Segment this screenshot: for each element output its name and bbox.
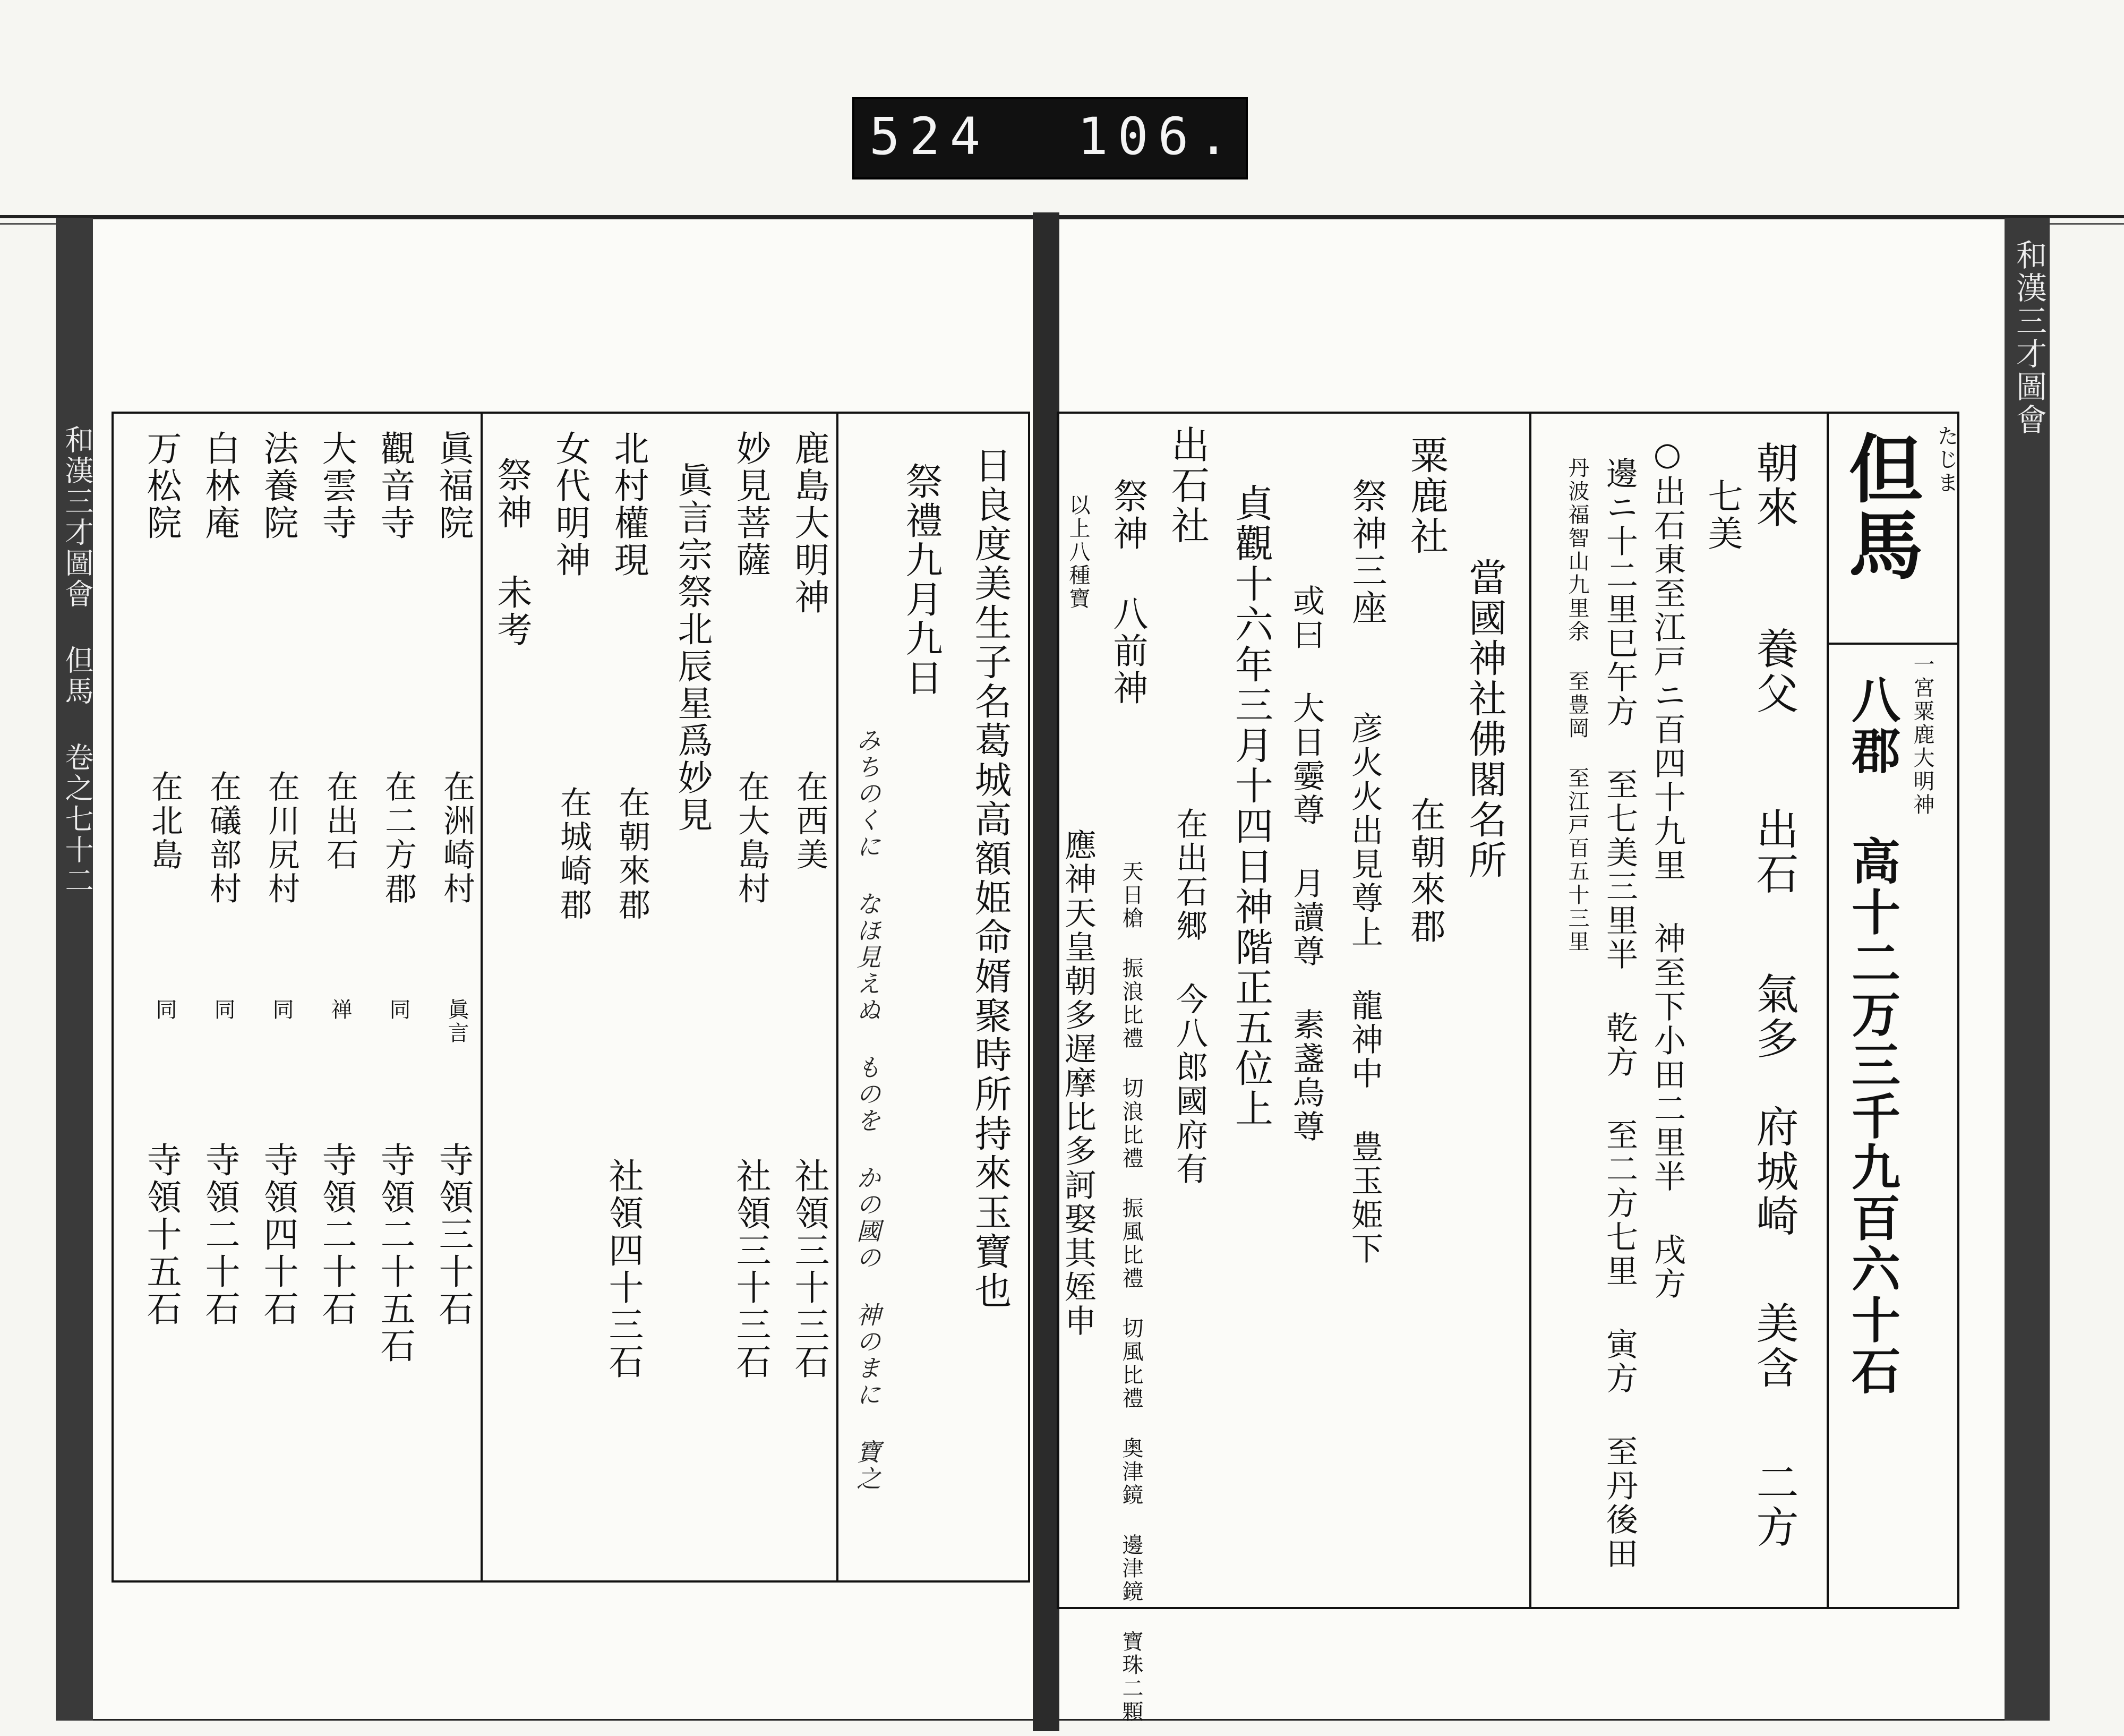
myoken-note: 眞言宗祭北辰星爲妙見: [672, 462, 713, 834]
izushi-shrine-name: 出石社: [1165, 425, 1210, 546]
boundary-line-3: 丹波福智山九里余 至豊岡 至江戸百五十三里: [1565, 457, 1589, 954]
film-label-right: 106.: [1077, 107, 1239, 166]
district-七美: 七美: [1702, 478, 1743, 552]
district-養父: 養父: [1749, 627, 1798, 716]
temple-name: 觀音寺: [374, 430, 415, 542]
awaga-deities: 彦火火出見尊上 龍神中 豊玉姫下: [1346, 712, 1383, 1266]
izushi-deity: 祭神 八前神: [1107, 478, 1148, 707]
left-margin-header: 和漢三才圖會 但馬 卷之七十二: [61, 425, 94, 896]
shrine-name: 北村權現: [608, 430, 649, 579]
temple-location: 在礒部村: [204, 770, 242, 906]
awaga-shrine-name: 粟鹿社: [1404, 435, 1449, 557]
shrine-holding: 社領三十三石: [730, 1158, 771, 1381]
shrine-name: 女代明神: [550, 430, 590, 579]
province-reading: たじま: [1934, 425, 1958, 495]
temple-location: 在北島: [146, 770, 183, 872]
district-府城崎: 府城崎: [1749, 1105, 1798, 1238]
temple-sect: 眞言: [444, 998, 469, 1045]
temple-name: 法養院: [258, 430, 298, 542]
izushi-history: 應神天皇朝多遅摩比多訶娶其姪申: [1059, 828, 1097, 1338]
section-title: 當國神社佛閣名所: [1462, 558, 1507, 880]
temple-location: 在川尻村: [263, 770, 300, 906]
district-美含: 美含: [1749, 1301, 1798, 1390]
right-margin-header: 和漢三才圖會: [2011, 239, 2047, 437]
temple-sect: 同: [211, 998, 235, 1022]
continuation-text: 日良度美生子名葛城高額姫命婿聚時所持來玉寶也: [969, 446, 1012, 1311]
temple-name: 大雲寺: [316, 430, 357, 542]
temple-name: 眞福院: [433, 430, 474, 542]
deity-unknown: 祭神 未考: [491, 457, 532, 648]
film-label-left: 524: [869, 107, 990, 166]
temple-location: 在出石: [321, 770, 358, 872]
district-氣多: 氣多: [1749, 972, 1798, 1061]
izushi-treasures: 天日槍 振浪比禮 切浪比禮 振風比禮 切風比禮 奥津鏡 邊津鏡 寶珠二顆: [1119, 860, 1143, 1724]
temple-section-rule: [481, 412, 483, 1583]
temple-sect: 禅: [328, 998, 352, 1022]
temple-sect: 同: [152, 998, 177, 1022]
province-title: 但馬: [1836, 430, 1923, 583]
izushi-note: 以上八種寶: [1066, 494, 1090, 611]
shrine-name: 妙見菩薩: [730, 430, 771, 579]
jogan-rank: 貞觀十六年三月十四日神階正五位上: [1229, 483, 1273, 1129]
book-gutter: [1033, 212, 1059, 1731]
festival-date: 祭禮九月九日: [900, 462, 943, 698]
left-text-frame: [112, 412, 1030, 1583]
temple-holding: 寺領二十石: [199, 1142, 240, 1328]
district-出石: 出石: [1749, 807, 1798, 896]
title-box-rule: [1827, 643, 1959, 645]
awaga-deity-label: 祭神三座: [1346, 478, 1387, 627]
izushi-location: 在出石郷 今八郎國府有: [1171, 807, 1208, 1186]
district-二方: 二方: [1749, 1460, 1798, 1550]
temple-location: 在二方郡: [380, 770, 417, 906]
temple-name: 万松院: [141, 430, 182, 542]
shrine-holding: 社領三十三石: [789, 1158, 829, 1381]
temple-holding: 寺領十五石: [141, 1142, 182, 1328]
handwritten-column-rule: [836, 412, 838, 1583]
film-frame-label: [852, 97, 1248, 179]
temple-location: 在洲崎村: [438, 770, 475, 906]
temple-name: 白林庵: [199, 430, 240, 542]
shrine-holding: 社領四十三石: [603, 1158, 644, 1381]
shrine-location: 在西美: [791, 770, 828, 872]
temple-holding: 寺領三十石: [433, 1142, 474, 1328]
shrine-name: 鹿島大明神: [789, 430, 829, 616]
boundary-line-1: ○出石東至江戸ニ百四十九里 神至下小田二里半 戌方: [1649, 435, 1686, 1301]
district-朝來: 朝來: [1749, 441, 1798, 530]
shrine-location: 在大島村: [733, 770, 770, 906]
right-section-rule: [1529, 412, 1531, 1609]
temple-holding: 寺領二十石: [316, 1142, 357, 1328]
right-page-edge: [2005, 218, 2050, 1721]
awaga-alt-deities: 或曰 大日孁尊 月讀尊 素盞烏尊: [1288, 584, 1325, 1144]
temple-holding: 寺領二十五石: [374, 1142, 415, 1365]
handwritten-annotation: みちのくに なほ見えぬ ものを かの國の 神のまに 寶之: [853, 728, 881, 1492]
shrine-location: 在城崎郡: [555, 786, 592, 922]
temple-holding: 寺領四十石: [258, 1142, 298, 1328]
temple-sect: 同: [386, 998, 410, 1022]
shrine-location: 在朝來郡: [613, 786, 650, 922]
province-summary: 八郡 高十二万三千九百六十石: [1844, 674, 1901, 1397]
right-title-rule: [1827, 412, 1829, 1609]
boundary-line-2: 邊ニ十二里巳午方 至七美三里半 乾方 至二方七里 寅方 至丹後田: [1601, 457, 1638, 1571]
awaga-location: 在朝來郡: [1404, 797, 1445, 945]
temple-sect: 同: [269, 998, 294, 1022]
ichinomiya-gloss: 一宮粟鹿大明神: [1910, 653, 1934, 817]
